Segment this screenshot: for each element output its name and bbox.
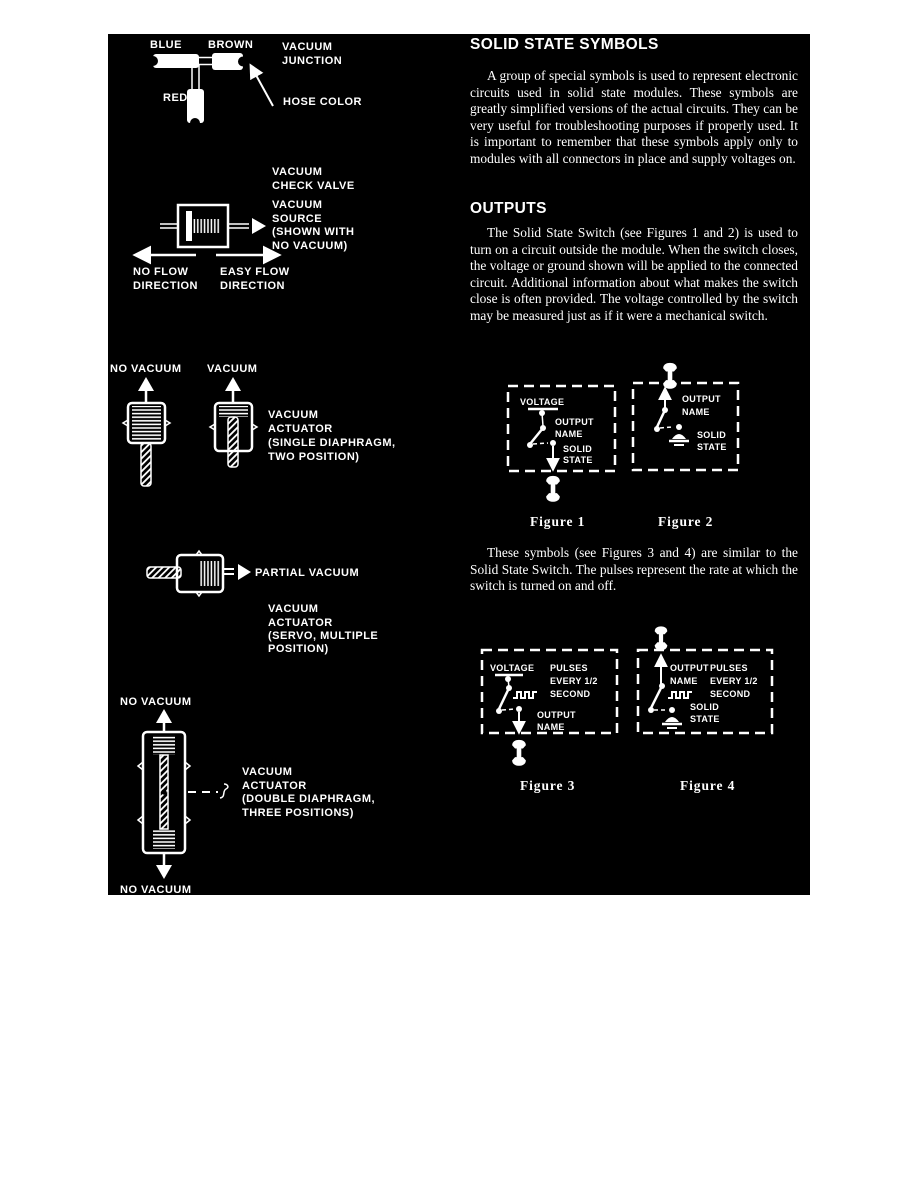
fig3-pulses-line3: SECOND [550,689,591,699]
servo-label-line3: (SERVO, MULTIPLE [268,630,379,642]
single-label-line3: (SINGLE DIAPHRAGM, [268,437,396,449]
figure-2-diagram [633,363,738,529]
fig3-connector-icon [512,740,526,766]
fig4-switch-blade [651,686,662,708]
fig1-solid-line1: SOLID [563,444,593,454]
fig3-output-line2: NAME [537,722,565,732]
single-label-line1: VACUUM [268,409,319,421]
fig2-switch-blade [657,410,665,427]
single-diaphragm-actuator-diagram [110,363,396,486]
junction-title-line2: JUNCTION [282,55,343,67]
check-valve-title-line2: CHECK VALVE [272,180,355,192]
heading-solid-state-symbols: SOLID STATE SYMBOLS [470,36,659,53]
single-label-line4: TWO POSITION) [268,451,360,463]
vacuum-source-line1: VACUUM [272,199,323,211]
fig4-solid-line1: SOLID [690,702,720,712]
hose-color-label: HOSE COLOR [283,96,362,108]
fig4-pulses-line3: SECOND [710,689,751,699]
fig1-voltage-label: VOLTAGE [520,397,565,407]
servo-label-line2: ACTUATOR [268,617,333,629]
double-label-line4: THREE POSITIONS) [242,807,354,819]
fig3-pulses-line2: EVERY 1/2 [550,676,598,686]
paragraph-pulses: These symbols (see Figures 3 and 4) are similar to the Solid State Switch. The pulses represent the rate at which the switch is turned on and off. [470,545,798,594]
heading-outputs: OUTPUTS [470,200,547,217]
no-flow-line1: NO FLOW [133,266,189,278]
fig4-connector-icon [655,626,668,650]
fig1-solid-line2: STATE [563,455,593,465]
vacuum-source-line2: SOURCE [272,213,323,225]
figure-1-caption: Figure 1 [530,514,586,529]
figure-1-diagram [508,386,615,529]
easy-flow-line1: EASY FLOW [220,266,290,278]
fig1-output-line2: NAME [555,429,583,439]
fig2-solid-line1: SOLID [697,430,727,440]
fig4-solid-line2: STATE [690,714,720,724]
easy-flow-line2: DIRECTION [220,280,285,292]
fig4-output-line2: NAME [670,676,698,686]
double-label-line1: VACUUM [242,766,293,778]
single-label-line2: ACTUATOR [268,423,333,435]
figure-4-caption: Figure 4 [680,778,736,793]
figure-4-diagram [638,626,772,793]
double-no-vacuum-top-label: NO VACUUM [120,696,192,708]
fig3-switch-blade [499,688,509,709]
fig3-output-line1: OUTPUT [537,710,576,720]
partial-vacuum-label: PARTIAL VACUUM [255,567,360,579]
fig1-output-line1: OUTPUT [555,417,594,427]
paragraph-outputs: The Solid State Switch (see Figures 1 and 2) is used to turn on a circuit outside the module. When the switch closes, the voltage or ground shown will be applied to the connected circuit. Additional information about what makes the switch close is often provided. The voltage controlled by the switch may be measured just as if it were a mechanical switch. [470,225,798,323]
fig2-output-line2: NAME [682,407,710,417]
vacuum-symbols-diagram [108,34,452,895]
servo-label-line4: POSITION) [268,643,329,655]
figures-1-2 [460,352,810,532]
vacuum-source-line3: (SHOWN WITH [272,226,355,238]
check-valve-title-line1: VACUUM [272,166,323,178]
single-no-vacuum-label: NO VACUUM [110,363,182,375]
fig4-pulse-wave-icon [668,692,692,698]
fig2-output-line1: OUTPUT [682,394,721,404]
fig3-pulse-wave-icon [513,692,537,698]
figure-3-diagram [482,650,617,793]
double-label-line2: ACTUATOR [242,780,307,792]
check-valve-diagram [133,166,355,292]
no-flow-line2: DIRECTION [133,280,198,292]
scanned-page-panel [108,34,810,895]
fig1-connector-icon [546,476,560,502]
hose-color-arrow [251,66,273,106]
double-diaphragm-actuator-diagram [120,696,375,896]
figure-2-caption: Figure 2 [658,514,714,529]
figures-3-4 [460,618,810,800]
servo-actuator-diagram [147,551,378,655]
figure-3-caption: Figure 3 [520,778,576,793]
single-vacuum-label: VACUUM [207,363,258,375]
hose-label-brown: BROWN [208,39,254,51]
fig4-pulses-line1: PULSES [710,663,748,673]
fig2-ground-icon [669,424,689,445]
double-no-vacuum-bottom-label: NO VACUUM [120,884,192,896]
label-leader-squiggle [220,784,228,798]
fig3-pulses-line1: PULSES [550,663,588,673]
paragraph-solid-state: A group of special symbols is used to represent electronic circuits used in solid state modules. These symbols are greatly simplified versions of the actual circuits. They can be very useful for troubleshooting purposes if properly used. It is important to remember that these symbols apply only to modules with all connectors in place and supply voltages on. [470,68,798,166]
vacuum-junction-diagram [148,39,362,128]
vacuum-source-line4: NO VACUUM) [272,240,348,252]
fig4-pulses-line2: EVERY 1/2 [710,676,758,686]
hose-label-blue: BLUE [150,39,182,51]
article-column [470,34,800,895]
hose-label-red: RED [163,92,188,104]
double-label-line3: (DOUBLE DIAPHRAGM, [242,793,376,805]
fig3-voltage-label: VOLTAGE [490,663,535,673]
junction-title-line1: VACUUM [282,41,333,53]
fig2-solid-line2: STATE [697,442,727,452]
servo-label-line1: VACUUM [268,603,319,615]
fig1-switch-blade [530,428,543,444]
fig4-output-line1: OUTPUT [670,663,709,673]
fig2-connector-icon [663,363,677,389]
